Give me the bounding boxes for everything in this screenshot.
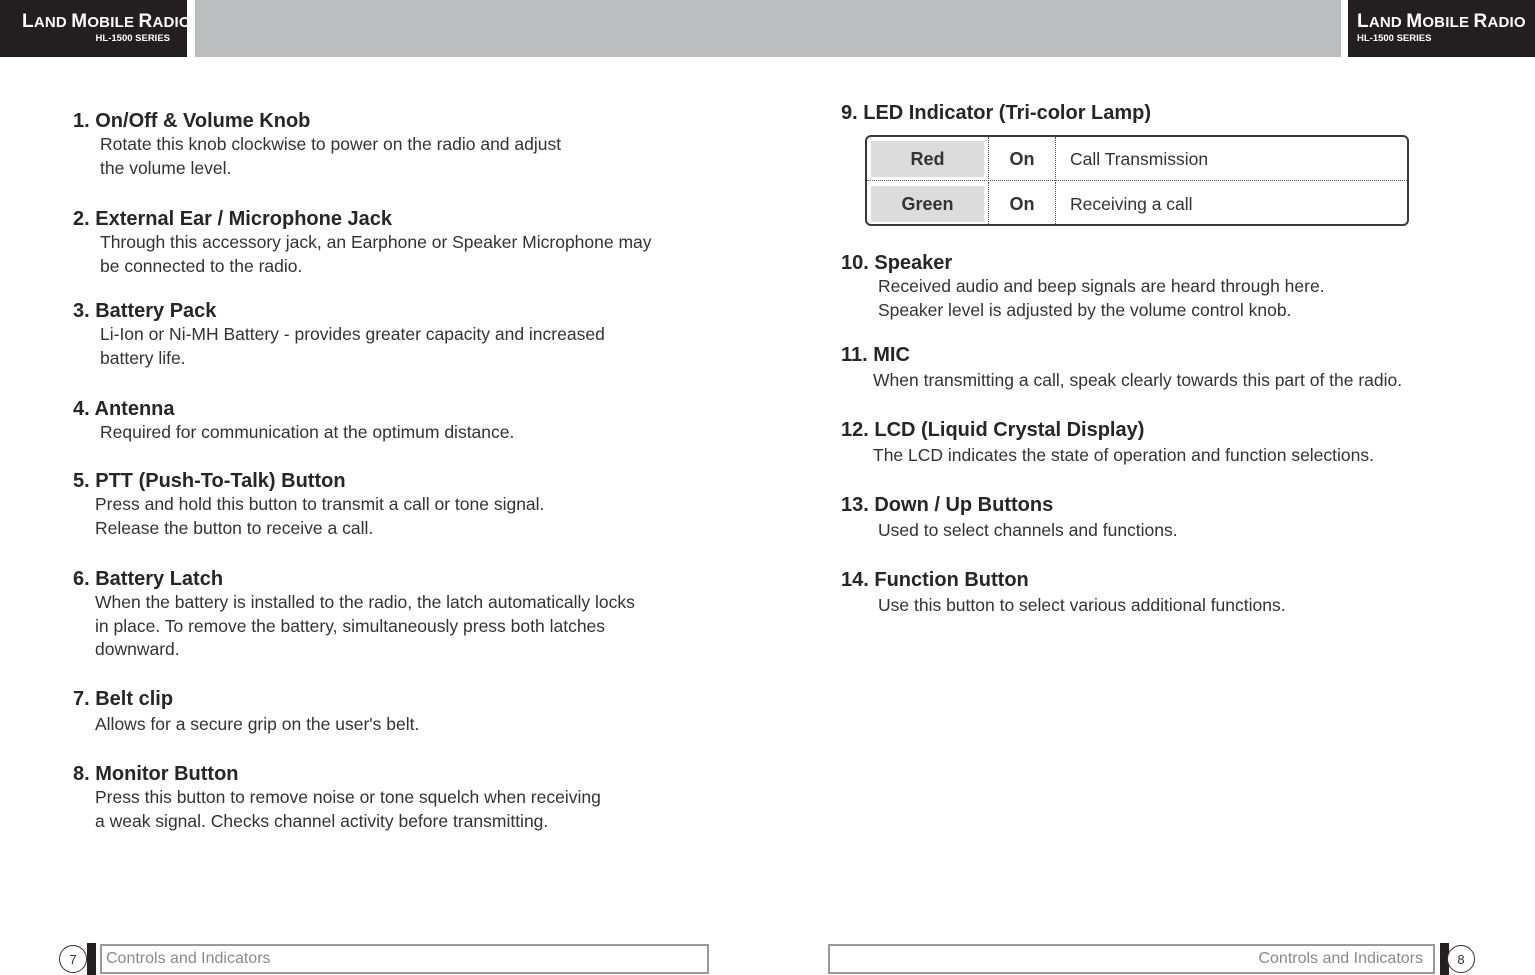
led-color-cell: Green bbox=[871, 186, 984, 222]
section-body: The LCD indicates the state of operation and function selections. bbox=[873, 445, 1374, 465]
section-title: 1. On/Off & Volume Knob bbox=[73, 110, 311, 132]
section-title: 10. Speaker bbox=[841, 252, 953, 274]
footer-label-left: Controls and Indicators bbox=[100, 944, 709, 974]
series-label-left: HL-1500 SERIES bbox=[95, 33, 170, 44]
section-title: 13. Down / Up Buttons bbox=[841, 494, 1054, 516]
section-battery-pack bbox=[73, 299, 605, 370]
page-number-right: 8 bbox=[1447, 945, 1475, 973]
section-battery-latch bbox=[73, 567, 635, 662]
section-title: 7. Belt clip bbox=[73, 688, 174, 710]
section-body: Rotate this knob clockwise to power on the radio and adjust the volume level. bbox=[100, 134, 562, 178]
section-title: 5. PTT (Push-To-Talk) Button bbox=[73, 470, 346, 492]
section-body: Allows for a secure grip on the user's belt. bbox=[95, 714, 420, 734]
section-ptt-button bbox=[73, 469, 544, 540]
section-title: 4. Antenna bbox=[73, 398, 175, 420]
section-title: 2. External Ear / Microphone Jack bbox=[73, 208, 393, 230]
led-desc-cell: Call Transmission bbox=[1070, 148, 1209, 169]
footer-label-right: Controls and Indicators bbox=[828, 944, 1435, 974]
section-body: Use this button to select various additional functions. bbox=[878, 595, 1286, 615]
section-body: Press this button to remove noise or tone squelch when receiving a weak signal. Checks channel activity before transmitting. bbox=[95, 787, 601, 831]
led-desc-cell: Receiving a call bbox=[1070, 193, 1193, 214]
section-title: 12. LCD (Liquid Crystal Display) bbox=[841, 419, 1145, 441]
section-function-button bbox=[841, 568, 1286, 618]
section-title: 3. Battery Pack bbox=[73, 300, 217, 322]
section-ear-mic-jack bbox=[73, 207, 652, 278]
brand-title-right: LAND MOBILE RADIO bbox=[1357, 11, 1526, 32]
led-indicator-table bbox=[865, 135, 1409, 226]
section-body: Through this accessory jack, an Earphone or Speaker Microphone may be connected to the radio. bbox=[100, 232, 652, 276]
section-lcd bbox=[841, 418, 1374, 468]
section-mic bbox=[841, 343, 1402, 393]
section-title: 8. Monitor Button bbox=[73, 763, 239, 785]
section-led-indicator bbox=[841, 101, 1151, 125]
section-belt-clip bbox=[73, 687, 419, 737]
led-row-red bbox=[867, 137, 1407, 181]
footer-bar-left bbox=[87, 943, 96, 975]
section-body: Press and hold this button to transmit a call or tone signal. Release the button to receive a call. bbox=[95, 494, 545, 538]
section-body: When the battery is installed to the radio, the latch automatically locks in place. To remove the battery, simultaneously press both latches downward. bbox=[95, 592, 635, 659]
section-body: Received audio and beep signals are heard through here. Speaker level is adjusted by the volume control knob. bbox=[878, 276, 1325, 320]
section-speaker bbox=[841, 251, 1325, 322]
page-number-left: 7 bbox=[59, 945, 87, 973]
led-color-cell: Red bbox=[871, 141, 984, 177]
section-antenna bbox=[73, 397, 514, 445]
led-state-cell: On bbox=[988, 137, 1056, 181]
led-state-cell: On bbox=[988, 182, 1056, 226]
section-monitor-button bbox=[73, 762, 601, 833]
led-row-green bbox=[867, 182, 1407, 226]
section-body: Li-Ion or Ni-MH Battery - provides greater capacity and increased battery life. bbox=[100, 324, 605, 368]
section-title: 6. Battery Latch bbox=[73, 568, 224, 590]
section-body: Used to select channels and functions. bbox=[878, 520, 1178, 540]
section-title: 9. LED Indicator (Tri-color Lamp) bbox=[841, 102, 1152, 124]
header-bar bbox=[195, 0, 1341, 57]
header-right-brand-block bbox=[1348, 0, 1535, 57]
section-title: 11. MIC bbox=[841, 344, 910, 366]
section-down-up-buttons bbox=[841, 493, 1178, 543]
section-body: When transmitting a call, speak clearly towards this part of the radio. bbox=[873, 370, 1403, 390]
section-body: Required for communication at the optimum distance. bbox=[100, 422, 515, 442]
series-label-right: HL-1500 SERIES bbox=[1357, 33, 1432, 44]
brand-title-left: LAND MOBILE RADIO bbox=[22, 11, 191, 32]
section-volume-knob bbox=[73, 109, 561, 180]
header-left-brand-block bbox=[0, 0, 191, 57]
section-title: 14. Function Button bbox=[841, 569, 1029, 591]
